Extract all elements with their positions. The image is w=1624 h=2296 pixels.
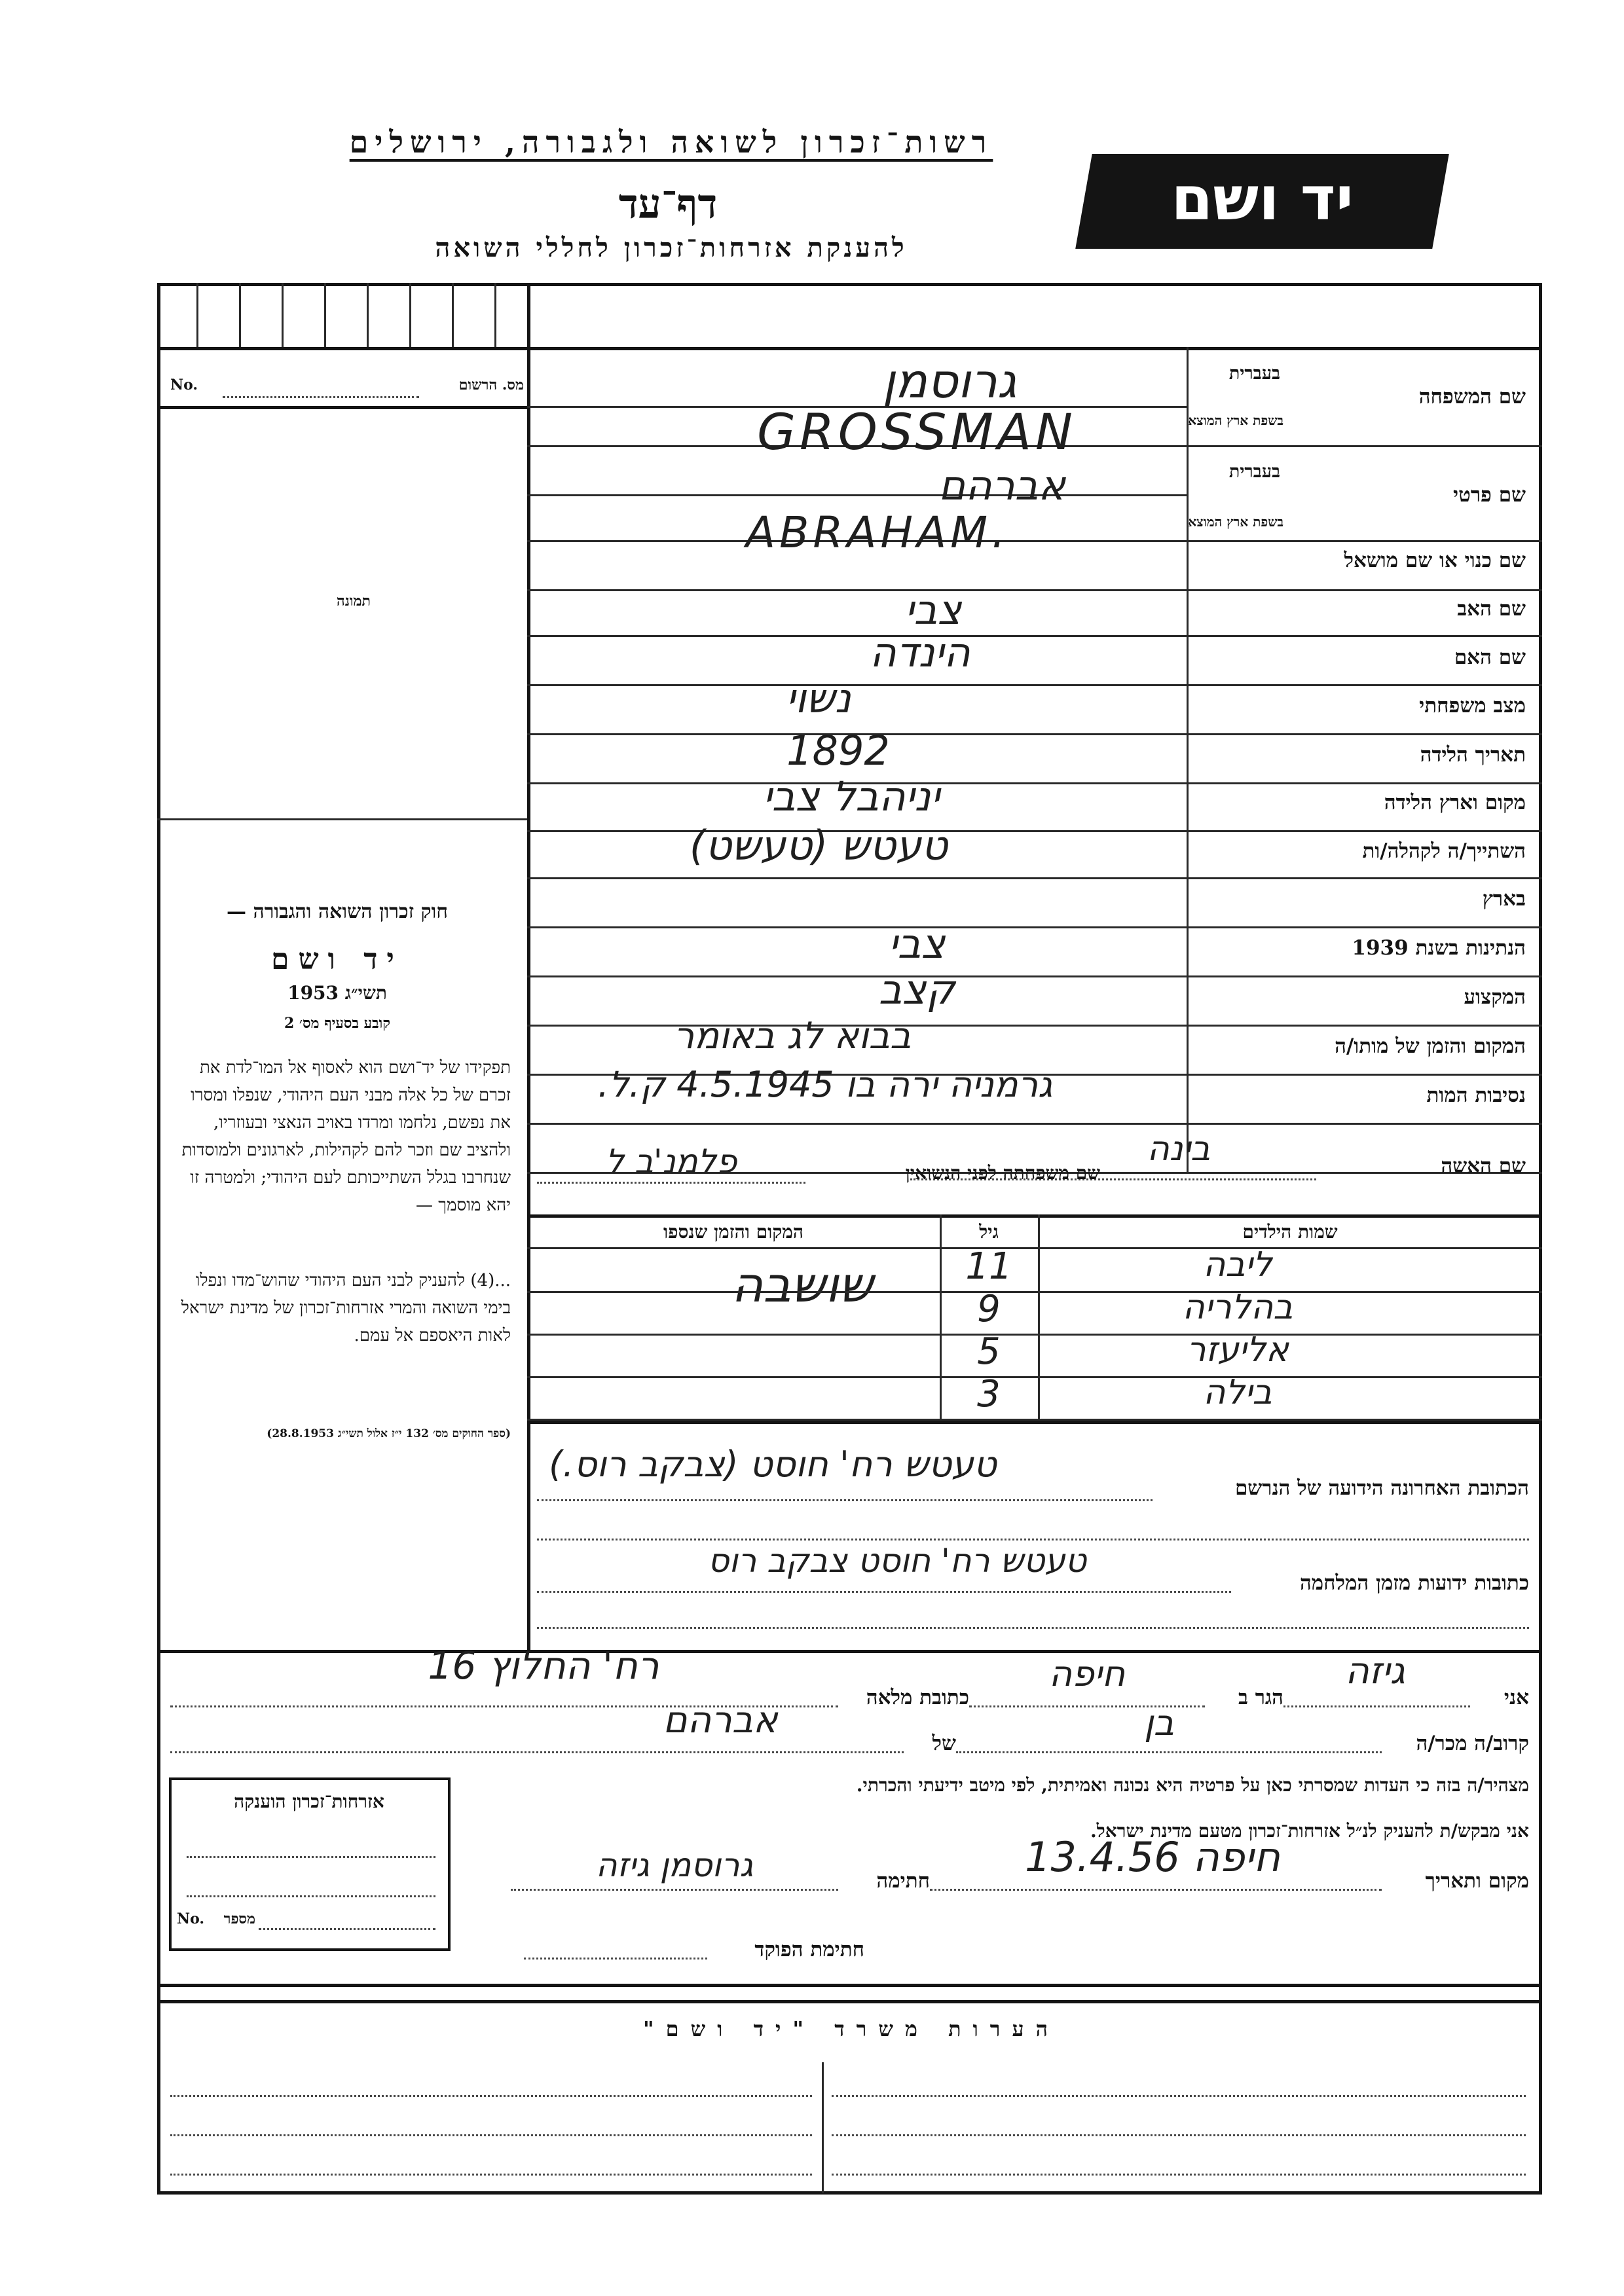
full-address-label: כתובת מלאה [866, 1686, 969, 1709]
birth-place-value: יניהבל צבי [762, 773, 940, 820]
last-address-line [537, 1499, 1153, 1501]
law-name: יד ושם [271, 943, 403, 976]
nickname-label: שם כנוי או שם מושאל [1344, 549, 1526, 572]
father-label: שם האב [1457, 597, 1526, 621]
registration-cell-divider [324, 283, 326, 347]
declarant-value: גיזה [1345, 1650, 1405, 1692]
registration-line [223, 396, 419, 398]
first-name-label: שם פרטי [1452, 483, 1526, 507]
relation-line [956, 1751, 1382, 1753]
birth-date-label: תאריך הלידה [1420, 743, 1526, 767]
children-table-top [527, 1214, 1542, 1218]
death-circumstances-label: נסיבות המות [1426, 1084, 1526, 1107]
residing-value: חיפה [1048, 1653, 1126, 1694]
logo-text: יד ושם [1171, 164, 1354, 234]
first-name-hebrew-label: בעברית [1228, 462, 1280, 482]
residing-label: הגר ב [1238, 1686, 1283, 1709]
place-date-line [930, 1889, 1382, 1891]
place-date-label: מקום ותאריך [1425, 1869, 1529, 1893]
declarant-line [1283, 1705, 1470, 1707]
citizenship-box-line-2 [187, 1895, 435, 1897]
death-place-label: המקום והזמן של מותו/ה [1335, 1034, 1526, 1058]
signature-label: חתימה [876, 1869, 930, 1893]
remarks-top [157, 1984, 1542, 1987]
child-name: ליבה [1203, 1245, 1272, 1285]
child-age: 3 [977, 1373, 1001, 1415]
community-value: טעטש (טעשט) [689, 822, 948, 869]
first-name-native-label: בשפת ארץ המוצא [1188, 514, 1283, 530]
remarks-top-double [157, 2000, 1542, 2003]
family-name-native-value: GROSSMAN [757, 403, 1077, 461]
child-age: 11 [965, 1245, 1012, 1288]
remarks-line-2-left [170, 2134, 812, 2136]
community-label: השתייך/ה לקהלה/ות [1362, 839, 1526, 863]
remarks-line-1-right [832, 2095, 1526, 2097]
children-age-divider-right [1038, 1214, 1040, 1421]
family-name-native-label: בשפת ארץ המוצא [1188, 412, 1283, 428]
registration-cell-divider [239, 283, 241, 347]
profession-label: המקצוע [1464, 985, 1526, 1009]
law-section: קובע בסעיף מס׳ 2 [284, 1015, 391, 1032]
field-row-line [527, 733, 1542, 735]
war-address-label: כתובות ידועות מזמן המלחמה [1299, 1571, 1529, 1595]
child-name: בהלריה [1182, 1288, 1293, 1327]
children-row-line [527, 1334, 1542, 1336]
family-name-label: שם המשפחה [1418, 385, 1526, 409]
field-row-line [527, 877, 1542, 879]
war-address-line-2 [537, 1627, 1529, 1629]
registration-cell-divider [196, 283, 198, 347]
declarant-label: אני [1504, 1686, 1529, 1709]
official-signature-label: חתימת הפוקד [754, 1938, 864, 1961]
remarks-line-2-right [832, 2134, 1526, 2136]
remarks-line-3-left [170, 2174, 812, 2176]
field-row-line [527, 684, 1542, 686]
war-address-value: טעטש רח' חוסט צבקב רוס [707, 1542, 1087, 1580]
declaration-statement-2: אני מבקש/ת להעניק לנ״ל אזרחות־זכרון מטעם מדינת ישראל. [1090, 1820, 1529, 1842]
children-table-bottom [527, 1421, 1542, 1424]
citizenship-1939-label: הנתינות בשנת 1939 [1352, 936, 1526, 960]
law-year: תשי״ג 1953 [287, 982, 387, 1004]
authority-name: רשות־זכרון לשואה ולגבורה, ירושלים [349, 124, 993, 160]
form-subtitle: להענקת אזרחות־זכרון לחללי השואה [435, 232, 908, 263]
children-age-divider-left [940, 1214, 942, 1421]
relation-of-label: של [932, 1732, 956, 1755]
children-row-line [527, 1419, 1542, 1421]
law-paragraph-1: תפקידו של יד־ושם הוא לאסוף אל המו־לדת את זכרם של כל אלה מבני העם היהודי, שנפלו ומסרו את נפשם, נלחמו ומרדו באויב הנאצי ובעוזריו, ולהציב שם וזכר להם לקהילות, לארגונים ולמוסדות שנחרבו בגלל השתייכותם לעם היהודי; ולמטרה זו יהא מוסמך — [181, 1058, 511, 1215]
mother-label: שם האם [1454, 646, 1526, 669]
last-address-value: טעטש רח' חוסט (צבקב רוס.) [549, 1444, 997, 1485]
wife-maiden-label: שם משפחתה לפני הנשואין [905, 1162, 1100, 1184]
children-age-header: גיל [979, 1221, 999, 1243]
full-address-value: רח' החלוץ 16 [428, 1643, 659, 1688]
child-name: בילה [1203, 1373, 1272, 1412]
citizenship-1939-value: צבי [888, 920, 946, 968]
country-label: בארץ [1482, 887, 1526, 911]
children-place-value: שושבה [731, 1257, 874, 1313]
wife-value: בינה [1147, 1129, 1211, 1169]
family-name-hebrew-value: גרוסמן [882, 354, 1017, 409]
official-signature-line [524, 1958, 707, 1959]
declaration-statement-1: מצהיר/ה בזה כי העדות שמסרתי כאן על פרטיה היא נכונה ואמיתית, לפי מיטב ידיעתי והכרתי. [856, 1774, 1529, 1796]
child-age: 5 [977, 1330, 1001, 1373]
child-age: 9 [977, 1288, 1001, 1330]
citizenship-box-number-line [259, 1928, 435, 1930]
child-name: אליעזר [1187, 1330, 1289, 1370]
relation-value: בן [1144, 1702, 1174, 1743]
last-address-line-2 [537, 1539, 1529, 1540]
registration-cell-divider [282, 283, 284, 347]
mother-value: הינדה [870, 629, 970, 676]
citizenship-box-title: אזרחות־זכרון הוענקה [234, 1791, 384, 1812]
children-row-line [527, 1376, 1542, 1378]
death-circumstances-value: גרמניה ירה בו 4.5.1945 ק.ל. [597, 1064, 1053, 1105]
war-address-line [537, 1591, 1231, 1593]
death-place-value: בבוא לג באומר [673, 1015, 912, 1057]
children-name-header: שמות הילדים [1242, 1221, 1338, 1243]
law-citation: (ספר החוקים מס׳ 132 י״ז אלול תשי״ג 28.8.1953) [267, 1427, 511, 1440]
family-name-hebrew-label: בעברית [1228, 363, 1280, 384]
remarks-title: הערות משרד "יד ושם" [642, 2016, 1060, 2041]
photo-bottom [157, 818, 527, 820]
citizenship-box-line-1 [187, 1856, 435, 1858]
law-title: חוק זכרון השואה והגבורה — [227, 900, 448, 923]
registration-bottom [157, 406, 527, 409]
registration-cell-divider [367, 283, 369, 347]
registration-cell-divider [494, 283, 496, 347]
registration-no-label: No. [170, 376, 198, 393]
remarks-divider [822, 2062, 824, 2193]
last-address-label: הכתובת האחרונה הידועה של הנרשם [1234, 1476, 1529, 1500]
label-column-divider [1187, 347, 1189, 1172]
marital-status-value: נשוי [786, 674, 851, 722]
children-row-line [527, 1291, 1542, 1293]
relation-of-value: אברהם [663, 1699, 778, 1741]
registration-cell-divider [409, 283, 411, 347]
signature-line [511, 1889, 838, 1891]
wife-label: שם האשה [1441, 1154, 1526, 1178]
remarks-line-3-right [832, 2174, 1526, 2176]
citizenship-box-number-label: מספר [223, 1910, 255, 1927]
birth-date-value: 1892 [786, 727, 890, 774]
citizenship-box-no-label: No. [177, 1910, 205, 1927]
wife-maiden-value: פלמנ'ב ל [605, 1142, 737, 1180]
children-place-header: המקום והזמן שנספו [663, 1221, 803, 1243]
registration-cell-divider [452, 283, 454, 347]
marital-status-label: מצב משפחתי [1419, 694, 1526, 718]
field-row-line [527, 1123, 1542, 1125]
law-paragraph-2: ...(4) להעניק לבני העם היהודי שהוש־מדו ונפלו בימי השואה והמרי אזרחות־זכרון של מדינת ישראל לאות היאספם אל עמם. [181, 1271, 511, 1345]
registration-label: מס. הרשום [458, 376, 524, 393]
place-date-value: חיפה 13.4.56 [1025, 1833, 1280, 1881]
profession-value: קצב [878, 966, 955, 1013]
relation-label: קרוב/ה מכר/ה [1416, 1732, 1529, 1755]
remarks-line-1-left [170, 2095, 812, 2097]
photo-label: תמונה [337, 592, 371, 610]
first-name-native-value: ABRAHAM. [745, 507, 1010, 558]
birth-place-label: מקום וארץ הלידה [1384, 791, 1526, 814]
form-title: דף־עד [618, 180, 718, 228]
top-strip-bottom [157, 347, 1542, 350]
children-header-bottom [527, 1247, 1542, 1249]
first-name-hebrew-value: אברהם [938, 462, 1065, 509]
wife-maiden-line [537, 1182, 805, 1184]
father-value: צבי [904, 586, 962, 634]
relation-of-line [170, 1751, 904, 1753]
signature-value: גרוסמן גיזה [595, 1846, 754, 1884]
